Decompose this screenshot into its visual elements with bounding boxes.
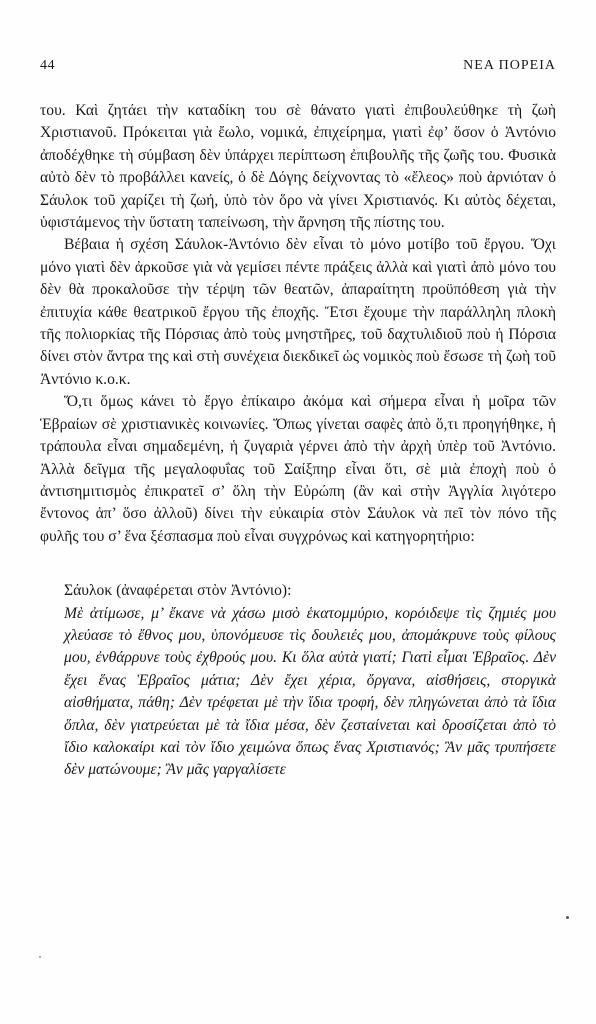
- page-number: 44: [40, 58, 55, 73]
- paragraph-2: Βέβαια ἡ σχέση Σάυλοκ-Ἀντόνιο δὲν εἶναι τὸ μόνο μοτίβο τοῦ ἔργου. Ὄχι μόνο γιατὶ δὲν ἀρκοῦσε γιὰ νὰ γεμίσει πέντε πράξεις ἀλλὰ καὶ γιατὶ ἀπὸ μόνο του δὲν θὰ προκαλοῦσε τὴν τέρψη τῶν θεατῶν, ἀπαραίτητη προϋπόθεση γιὰ τὴν ἐπιτυχία κάθε θεατρικοῦ ἔργου τῆς ἐποχῆς. Ἔτσι ἔχουμε τὴν παράλληλη πλοκὴ τῆς πολιορκίας τῆς Πόρσιας ἀπὸ τοὺς μνηστῆρες, τοῦ δαχτυλιδιοῦ ποὺ ἡ Πόρσια δίνει στὸν ἄντρα της καὶ στὴ συνέχεια διεκδικεῖ ὡς νομικὸς ποὺ ἔσωσε τὴ ζωὴ τοῦ Ἀντόνιο κ.ο.κ.: [40, 236, 556, 388]
- body-text: [40, 100, 556, 782]
- quote-speaker: Σάυλοκ (ἀναφέρεται στὸν Ἀντόνιο):: [64, 582, 292, 600]
- quote-block: [40, 580, 556, 782]
- running-head: [40, 58, 556, 78]
- paragraph-3: Ὅ,τι ὅμως κάνει τὸ ἔργο ἐπίκαιρο ἀκόμα καὶ σήμερα εἶναι ἡ μοῖρα τῶν Ἑβραίων σὲ χριστιανικὲς κοινωνίες. Ὅπως γίνεται σαφὲς ἀπὸ ὅ,τι προηγήθηκε, ἡ τράπουλα εἶναι σημαδεμένη, ἡ ζυγαριὰ γέρνει ἀπὸ τὴν ἀρχὴ ὑπὲρ τοῦ Ἀντόνιο. Ἀλλὰ δεῖγμα τῆς μεγαλοφυΐας τοῦ Σαίξπηρ εἶναι ὅτι, σὲ μιὰ ἐποχὴ ποὺ ὁ ἀντισημιτισμὸς ἐπικρατεῖ σ’ ὅλη τὴν Εὐρώπη (ἂν καὶ στὴν Ἀγγλία λιγότερο ἔντονος ἀπ’ ὅσο ἀλλοῦ) δίνει τὴν εὐκαιρία στὸν Σάυλοκ νὰ πεῖ τὸν πόνο τῆς φυλῆς του σ’ ἕνα ξέσπασμα ποὺ εἶναι συγχρόνως καὶ κατηγορητήριο:: [40, 393, 556, 545]
- margin-mark: [566, 916, 569, 919]
- quote-text: Μὲ ἀτίμωσε, μ’ ἔκανε νὰ χάσω μισὸ ἑκατομμύριο, κορόιδεψε τὶς ζημιές μου χλεύασε τὸ ἔθνος μου, ὑπονόμευσε τὶς δουλειές μου, ἀπομάκρυνε τοὺς φίλους μου, ἐνθάρρυνε τοὺς ἐχθρούς μου. Κι ὅλα αὐτὰ γιατί; Γιατὶ εἶμαι Ἑβραῖος. Δὲν ἔχει ἕνας Ἑβραῖος μάτια; Δὲν ἔχει χέρια, ὄργανα, αἰσθήσεις, στοργικὰ αἰσθήματα, πάθη; Δὲν τρέφεται μὲ τὴν ἴδια τροφή, δὲν πληγώνεται ἀπὸ τὰ ἴδια ὅπλα, δὲν γιατρεύεται μὲ τὰ ἴδια μέσα, δὲν ζεσταίνεται καὶ δροσίζεται ἀπὸ τὸ ἴδιο καλοκαίρι καὶ τὸν ἴδιο χειμώνα ὅπως ἕνας Χριστιανός; Ἂν μᾶς τρυπήσετε δὲν ματώνουμε; Ἂν μᾶς γαργαλίσετε: [64, 604, 556, 779]
- paragraph-1: του. Καὶ ζητάει τὴν καταδίκη του σὲ θάνατο γιατὶ ἐπιβουλεύθηκε τὴ ζωὴ Χριστιανοῦ. Πρόκειται γιὰ ἔωλο, νομικά, ἐπιχείρημα, γιατὶ ἐφ’ ὅσον ὁ Ἀντόνιο ἀποδέχθηκε τὴ σύμβαση δὲν ὑπάρχει περίπτωση ἐπιβουλῆς τῆς ζωῆς του. Φυσικὰ αὐτὸ δὲν τὸ προβάλλει κανείς, ὁ δὲ Δόγης δείχνοντας τὸ «ἔλεος» ποὺ ἀρνιόταν ὁ Σάυλοκ τοῦ χαρίζει τὴ ζωή, ὑπὸ τὸν ὅρο νὰ γίνει Χριστιανός. Κι αὐτὸς δέχεται, ὑφιστάμενος τὴν ὕστατη ταπείνωση, τὴν ἄρνηση τῆς πίστης του.: [40, 102, 556, 232]
- margin-speck: [39, 956, 41, 958]
- journal-title: ΝΕΑ ΠΟΡΕΙΑ: [463, 58, 556, 73]
